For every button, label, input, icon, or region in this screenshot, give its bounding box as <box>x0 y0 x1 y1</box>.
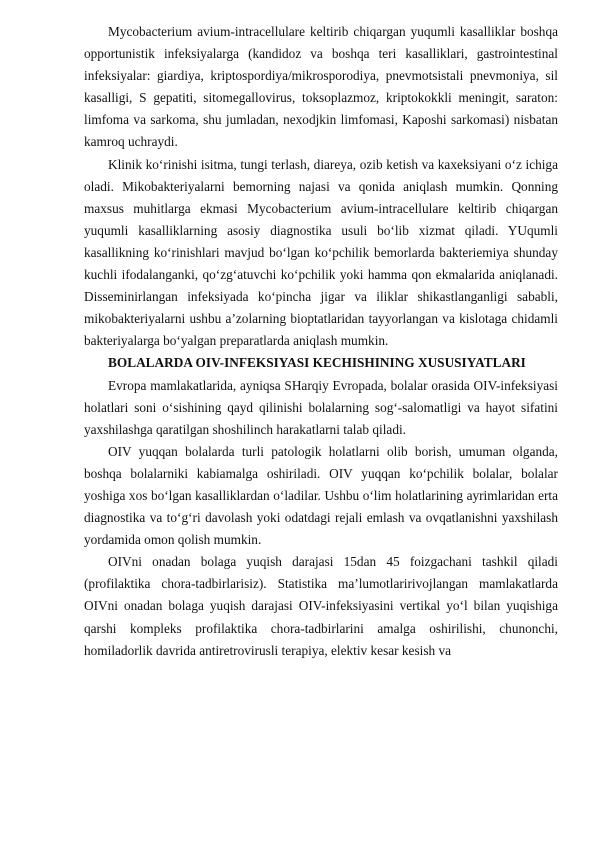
paragraph-mother-to-child: OIVni onadan bolaga yuqish darajasi 15dan 45 foizgachani tashkil qiladi (profilaktika chora-tadbirlarisiz). Statistika ma’lumotlaririvojlangan mamlakatlarda OIVni onadan bolaga yuqish darajasi OIV-infeksiyasini vertikal yo‘l bilan yuqishiga qarshi kompleks profilaktika chora-tadbirlarini amalga oshirilishi, chunonchi, homiladorlik davrida antiretrovirusli terapiya, elektiv kesar kesish va <box>84 554 558 658</box>
paragraph-mac-infections: Mycobacterium avium-intracellulare keltirib chiqargan yuqumli kasalliklar boshqa opportunistik infeksiyalarga (kandidoz va boshqa teri kasalliklari, gastrointestinal infeksiyalar: giardiya, kriptospordiya/mikrosporodiya, pnevmotsistali pnevmoniya, sil kasalligi, S gepatiti, sitomegallovirus, toksoplazmoz, kriptokokkli meningit, saraton: limfoma va sarkoma, shu jumladan, nexodjkin limfomasi, Kaposhi sarkomasi) nisbatan kamroq uchraydi. <box>84 24 558 150</box>
paragraph-pathology-management: OIV yuqqan bolalarda turli patologik holatlarni olib borish, umuman olganda, boshqa bolalarniki kabiamalga oshiriladi. OIV yuqqan ko‘pchilik bolalar, bolalar yoshiga xos bo‘lgan kasalliklardan o‘ladilar. Ushbu o‘lim holatlarining ayrimlaridan erta diagnostika va to‘g‘ri davolash yoki odatdagi rejali emlash va ovqatlanishni yaxshilash yordamida omon qolish mumkin. <box>84 443 558 548</box>
paragraph-clinical-picture: Klinik ko‘rinishi isitma, tungi terlash, diareya, ozib ketish va kaxeksiyani o‘z ichiga oladi. Mikobakteriyalarni bemorning najasi va qonida aniqlash mumkin. Qonning maxsus muhitlarga ekmasi Mycobacterium avium-intracellulare keltirib chiqargan yuqumli kasalliklarning asosiy diagnostika usuli bo‘lib xizmat qiladi. YUqumli kasallikning ko‘rinishlari mavjud bo‘lgan ko‘pchilik bemorlarda bakteriemiya shunday kuchli ifodalanganki, qo‘zg‘atuvchi ko‘pchilik yoki hamma qon ekmalarida aniqlanadi. Disseminirlangan infeksiyada ko‘pincha jigar va iliklar shikastlanganligi sababli, mikobakteriyalarni ushbu a’zolarning bioptatlaridan tayyorlangan va kislotaga chidamli bakteriyalarga bo‘yalgan preparatlarda aniqlash mumkin. <box>84 156 558 349</box>
paragraph-europe-cases: Evropa mamlakatlarida, ayniqsa SHarqiy Evropada, bolalar orasida OIV-infeksiyasi holatlari soni o‘sishining qayd qilinishi bolalarning sog‘-salomatligi va hayot sifatini yaxshilashga qaratilgan shoshilinch harakatlarni talab qiladi. <box>84 377 558 437</box>
section-heading: BOLALARDA OIV-INFEKSIYASI KECHISHINING XUSUSIYATLARI <box>108 355 526 371</box>
